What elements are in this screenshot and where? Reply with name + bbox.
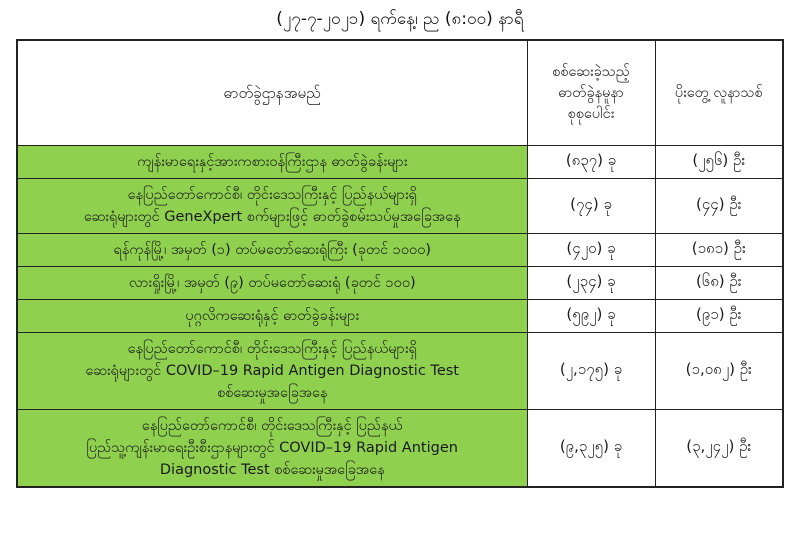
column-header-lab-name: ဓာတ်ခွဲဌာနအမည် bbox=[17, 40, 527, 146]
table-row bbox=[17, 267, 783, 300]
row-lab-name-line: နေပြည်တော်ကောင်စီ၊ တိုင်းဒေသကြီးနှင့် ပြည်နယ်များရှိ bbox=[127, 187, 417, 203]
row-new-cases: (၆၈) ဦး bbox=[655, 267, 783, 300]
row-new-cases: (၉၁) ဦး bbox=[655, 300, 783, 333]
table-header bbox=[17, 40, 783, 146]
table-row bbox=[17, 179, 783, 234]
table-row bbox=[17, 410, 783, 488]
row-lab-name bbox=[17, 267, 527, 300]
row-lab-name bbox=[17, 234, 527, 267]
table-header-row bbox=[17, 40, 783, 146]
row-lab-name bbox=[17, 146, 527, 179]
row-lab-name-line: နေပြည်တော်ကောင်စီ၊ တိုင်းဒေသကြီးနှင့် ပြည်နယ် bbox=[141, 418, 403, 434]
row-lab-name-line: ဆေးရုံများတွင် COVID–19 Rapid Antigen Diagnostic Test bbox=[85, 363, 459, 379]
table-row bbox=[17, 333, 783, 410]
row-total-samples: (၈၃၇) ခု bbox=[527, 146, 655, 179]
row-new-cases: (၁၈၁) ဦး bbox=[655, 234, 783, 267]
row-lab-name-line: ကျန်းမာရေးနှင့်အားကစားဝန်ကြီးဌာန ဓာတ်ခွဲခန်းများ bbox=[137, 154, 408, 170]
row-lab-name bbox=[17, 410, 527, 488]
table-row bbox=[17, 234, 783, 267]
table-row bbox=[17, 146, 783, 179]
row-lab-name-line: နေပြည်တော်ကောင်စီ၊ တိုင်းဒေသကြီးနှင့် ပြည်နယ်များရှိ bbox=[127, 341, 417, 357]
row-total-samples: (၂၃၄) ခု bbox=[527, 267, 655, 300]
row-new-cases: (၂၅၆) ဦး bbox=[655, 146, 783, 179]
row-lab-name bbox=[17, 179, 527, 234]
row-total-samples: (၉,၃၂၅) ခု bbox=[527, 410, 655, 488]
table-body bbox=[17, 146, 783, 488]
row-new-cases: (၁,၀၈၂) ဦး bbox=[655, 333, 783, 410]
row-total-samples: (၇၄) ခု bbox=[527, 179, 655, 234]
row-lab-name-line: စစ်ဆေးမှုအခြေအနေ bbox=[217, 385, 328, 401]
row-lab-name-line: ပုဂ္ဂလိကဆေးရုံနှင့် ဓာတ်ခွဲခန်းများ bbox=[185, 308, 360, 324]
row-lab-name bbox=[17, 333, 527, 410]
lab-test-summary-table bbox=[16, 39, 784, 488]
row-total-samples: (၄၂၀) ခု bbox=[527, 234, 655, 267]
column-header-new-cases: ပိုးတွေ့ လူနာသစ် bbox=[655, 40, 783, 146]
row-lab-name-line: လားရှိုးမြို့၊ အမှတ် (၉) တပ်မတော်ဆေးရုံ (ခုတင် ၁၀၀) bbox=[128, 275, 416, 291]
row-lab-name bbox=[17, 300, 527, 333]
row-lab-name-line: ပြည်သူ့ကျန်းမာရေးဦးစီးဌာနများတွင် COVID–19 Rapid Antigen bbox=[86, 440, 458, 456]
row-new-cases: (၄၄) ဦး bbox=[655, 179, 783, 234]
table-row bbox=[17, 300, 783, 333]
row-total-samples: (၅၉၂) ခု bbox=[527, 300, 655, 333]
row-total-samples: (၂,၁၇၅) ခု bbox=[527, 333, 655, 410]
page-title: (၂၇-၇-၂၀၂၁) ရက်နေ့၊ ည (၈:၀၀) နာရီ bbox=[276, 9, 524, 29]
row-lab-name-line: Diagnostic Test စစ်ဆေးမှုအခြေအနေ bbox=[159, 462, 385, 478]
row-new-cases: (၃,၂၄၂) ဦး bbox=[655, 410, 783, 488]
row-lab-name-line: ရန်ကုန်မြို့၊ အမှတ် (၁) တပ်မတော်ဆေးရုံကြီး (ခုတင် ၁၀၀၀) bbox=[113, 242, 432, 258]
column-header-total-samples: စစ်ဆေးခဲ့သည့် ဓာတ်ခွဲနမူနာ စုစုပေါင်း bbox=[527, 40, 655, 146]
row-lab-name-line: ဆေးရုံများတွင် GeneXpert စက်များဖြင့် ဓာတ်ခွဲစမ်းသပ်မှုအခြေအနေ bbox=[83, 209, 461, 225]
